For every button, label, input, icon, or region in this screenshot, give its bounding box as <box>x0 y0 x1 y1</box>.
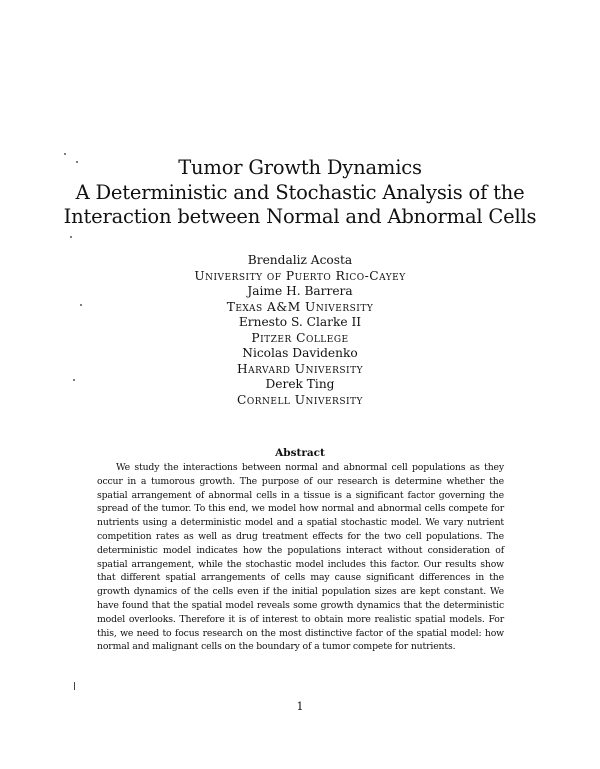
abstract-text: We study the interactions between normal and abnormal cell populations as they occur in a tumorous growth. The purpose of our research is determine whether the spatial arrangement of abnormal cells in a tissue is a significant factor governing the spread of the tumor. To this end, we model how normal and abnormal cells compete for nutrients using a deterministic model and a spatial stochastic model. We vary nutrient competition rates as well as drug treatment effects for the two cell populations. The deterministic model indicates how the populations interact without consideration of spatial arrangement, while the stochastic model includes this factor. Our results show that different spatial arrangements of cells may cause significant differences in the growth dynamics of the cells even if the initial population sizes are kept constant. We have found that the spatial model reveals some growth dynamics that the deterministic model overlooks. Therefore it is of interest to obtain more realistic spatial models. For this, we need to focus research on the most distinctive factor of the spatial model: how normal and malignant cells on the boundary of a tumor compete for nutrients. <box>97 462 504 653</box>
title-line-2: A Deterministic and Stochastic Analysis of the <box>75 180 525 204</box>
title-line-1: Tumor Growth Dynamics <box>178 156 422 179</box>
author-name: Nicolas Davidenko <box>242 346 358 360</box>
scan-speck <box>73 379 75 381</box>
page-number: 1 <box>296 700 304 713</box>
scan-speck <box>64 153 66 155</box>
paper-title <box>60 156 540 230</box>
author-affiliation: University of Puerto Rico-Cayey <box>194 268 406 283</box>
scan-speck <box>70 236 72 238</box>
scan-speck <box>76 161 78 163</box>
author-list <box>60 253 540 408</box>
title-line-3: Interaction between Normal and Abnormal Cells <box>63 205 537 228</box>
author-affiliation: Harvard University <box>236 361 364 376</box>
author-name: Jaime H. Barrera <box>247 284 353 298</box>
scan-mark <box>74 682 75 690</box>
author-affiliation: Texas A&M University <box>226 299 374 314</box>
abstract-heading: Abstract <box>275 447 325 459</box>
scan-speck <box>80 304 82 306</box>
author-affiliation: Pitzer College <box>251 330 349 345</box>
author-affiliation: Cornell University <box>237 392 363 407</box>
author-name: Derek Ting <box>265 377 335 391</box>
author-name: Brendaliz Acosta <box>247 253 353 267</box>
author-name: Ernesto S. Clarke II <box>238 315 362 329</box>
